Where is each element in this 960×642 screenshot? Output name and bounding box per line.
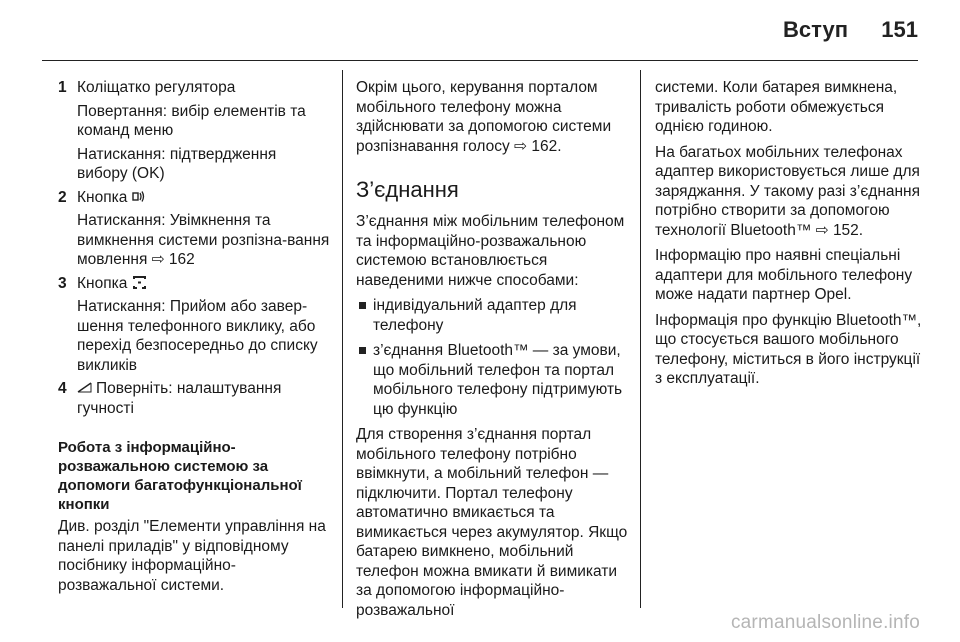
item-number: 3 xyxy=(58,274,67,292)
paragraph: системи. Коли батарея вимкнена, тривалість роботи обмежується однією годиною. xyxy=(655,79,898,135)
list-item-2 xyxy=(58,188,330,270)
column-divider-1 xyxy=(342,70,343,608)
page-number: 151 xyxy=(881,17,918,42)
list-item-3 xyxy=(58,274,330,376)
voice-icon xyxy=(132,189,147,202)
item-text: Натискання: Прийом або завер-шення телефонного виклику, або перехід безпосередньо до списку викликів xyxy=(77,298,318,374)
item-number: 2 xyxy=(58,188,67,206)
watermark: carmanualsonline.info xyxy=(730,612,920,633)
bullet-text: з’єднання Bluetooth™ — за умови, що мобільний телефон та портал мобільного телефону підтримують цю функцію xyxy=(373,342,623,418)
item-label: Кнопка xyxy=(77,274,128,292)
bullet-item xyxy=(356,341,628,419)
volume-icon xyxy=(77,380,92,393)
bullet-text: індивідуальний адаптер для телефону xyxy=(373,297,577,334)
item-label-row xyxy=(77,188,330,208)
item-text: Натискання: підтвердження вибору (OK) xyxy=(77,145,277,182)
item-number: 1 xyxy=(58,79,67,96)
item-label-row xyxy=(77,379,330,418)
column-2 xyxy=(356,78,628,626)
subheading: Робота з інформаційно-розважальною системою за допомоги багатофункціональної кнопки xyxy=(58,439,302,513)
bullet-item xyxy=(356,296,628,335)
page-header xyxy=(0,0,960,58)
paragraph: Див. розділ "Елементи управління на панелі приладів" у відповідному посібнику інформаційно-розважальної системи. xyxy=(58,518,326,594)
paragraph: Окрім цього, керування порталом мобільного телефону можна здійснювати за допомогою системи розпізнавання голосу ⇨ 162. xyxy=(356,79,612,155)
column-3 xyxy=(655,78,927,395)
list-item-1 xyxy=(58,78,330,184)
paragraph: Для створення з’єднання портал мобільного телефону потрібно ввімкнути, а мобільний телефон — підключити. Портал телефону автоматично вмикається та вимикається через акумулятор. Якщо батарею вимкнено, мобільний телефон можна вмикати й вимикати за допомогою інформаційно-розважальної xyxy=(356,426,628,619)
item-label: Поверніть: налаштування гучності xyxy=(77,380,282,417)
section-title: З’єднання xyxy=(356,177,459,202)
header-divider xyxy=(42,60,918,61)
phone-icon xyxy=(132,275,147,288)
paragraph: На багатьох мобільних телефонах адаптер використовується лише для заряджання. У такому разі з’єднання потрібно створити за допомогою технології Bluetooth™ ⇨ 152. xyxy=(655,143,921,239)
column-divider-2 xyxy=(640,70,641,608)
item-text: Коліщатко регулятора xyxy=(77,79,236,96)
bullet-square-icon xyxy=(359,347,366,354)
paragraph: Інформація про функцію Bluetooth™, що стосується вашого мобільного телефону, міститься в його інструкції з експлуатації. xyxy=(655,311,922,387)
bullet-square-icon xyxy=(359,302,366,309)
item-label: Кнопка xyxy=(77,188,128,206)
header-title: Вступ xyxy=(783,17,848,42)
column-1 xyxy=(58,78,330,601)
paragraph: З’єднання між мобільним телефоном та інформаційно-розважальною системою встановлюється наведеними нижче способами: xyxy=(356,213,625,289)
list-item-4 xyxy=(58,379,330,418)
item-text: Натискання: Увімкнення та вимкнення системи розпізна-вання мовлення ⇨ 162 xyxy=(77,212,330,268)
paragraph: Інформацію про наявні спеціальні адаптери для мобільного телефону може надати партнер Opel. xyxy=(655,247,913,303)
item-text: Повертання: вибір елементів та команд меню xyxy=(77,102,306,139)
item-number: 4 xyxy=(58,380,67,397)
item-label-row xyxy=(77,274,330,294)
